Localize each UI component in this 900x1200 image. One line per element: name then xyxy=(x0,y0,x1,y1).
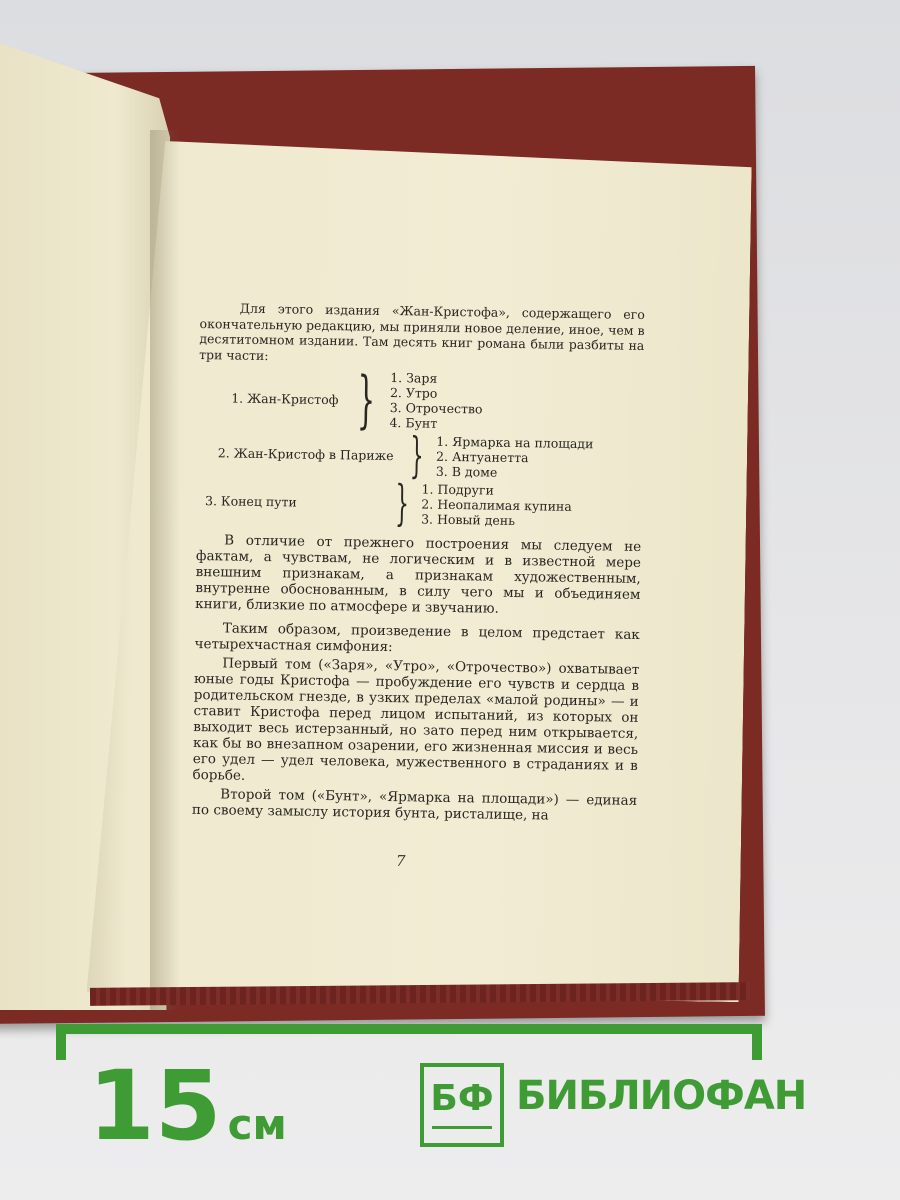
book-item: 2. Неопалимая купина xyxy=(421,496,572,514)
part-name: 2. Жан-Кристоф в Париже xyxy=(217,444,394,463)
books-list xyxy=(432,433,594,481)
brace: } xyxy=(394,475,410,532)
page-text xyxy=(192,300,645,825)
book-item: 2. Антуанетта xyxy=(436,448,529,465)
book-item: 2. Утро xyxy=(389,384,438,401)
part-3 xyxy=(196,476,642,531)
open-book-icon xyxy=(432,1126,492,1139)
book-item: 1. Подруги xyxy=(421,481,494,498)
body-paragraph: В отличие от прежнего построения мы следуем не фактам, а чувствам, не логическим и в известной мере внешним признакам, а признакам художественным, внутренне обоснованным, в силу чего мы и объединяем книги, близкие по атмосфере и звучанию. xyxy=(195,532,642,617)
body-paragraph: Таким образом, произведение в целом предстает как четырехчастная симфония: xyxy=(194,620,640,656)
brace: } xyxy=(356,362,376,436)
brace: } xyxy=(409,427,425,484)
parts-list xyxy=(196,362,643,532)
part-1 xyxy=(198,362,644,436)
body-paragraph: Второй том («Бунт», «Ярмарка на площади») — единая по своему замыслу история бунта, ристалище, на xyxy=(191,786,638,824)
bibliofan-logo-icon xyxy=(420,1063,504,1147)
ruler-value: 15 xyxy=(88,1050,222,1162)
books-list xyxy=(385,370,483,432)
book-item: 3. В доме xyxy=(435,463,498,480)
logo-letters: БФ xyxy=(430,1078,494,1119)
intro-paragraph: Для этого издания «Жан-Кристофа», содержащего его окончательную редакцию, мы приняли новое деление, иное, чем в десятитомном издании. Там десять книг романа были разбиты на три части: xyxy=(199,300,645,363)
page-gutter xyxy=(150,130,180,1010)
book-item: 4. Бунт xyxy=(389,414,438,431)
books-list xyxy=(417,481,572,528)
brand-name: БИБЛИОФАН xyxy=(516,1073,807,1119)
body-paragraph: Первый том («Заря», «Утро», «Отрочество») охватывает юные годы Кристофа — пробуждение его чувств и сердца в родительском гнезде, в узких пределах «малой родины» — и ставит Кристофа перед лицом испытаний, из которых он выходит весь истерзанный, но зато перед ним открывается, как бы во внезапном озарении, его жизненная миссия и весь его удел — удел человека, мужественного в страданиях и в борьбе. xyxy=(192,655,640,784)
ruler-unit: см xyxy=(227,1100,287,1149)
page-number: 7 xyxy=(395,851,406,871)
book-item: 3. Новый день xyxy=(421,511,516,528)
part-name: 3. Конец пути xyxy=(204,492,297,510)
book-item: 1. Заря xyxy=(390,369,438,386)
part-2 xyxy=(197,428,643,483)
book-item: 3. Отрочество xyxy=(389,399,483,417)
part-name: 1. Жан-Кристоф xyxy=(231,390,339,407)
ruler-label xyxy=(88,1050,287,1162)
book-item: 1. Ярмарка на площади xyxy=(436,433,594,451)
